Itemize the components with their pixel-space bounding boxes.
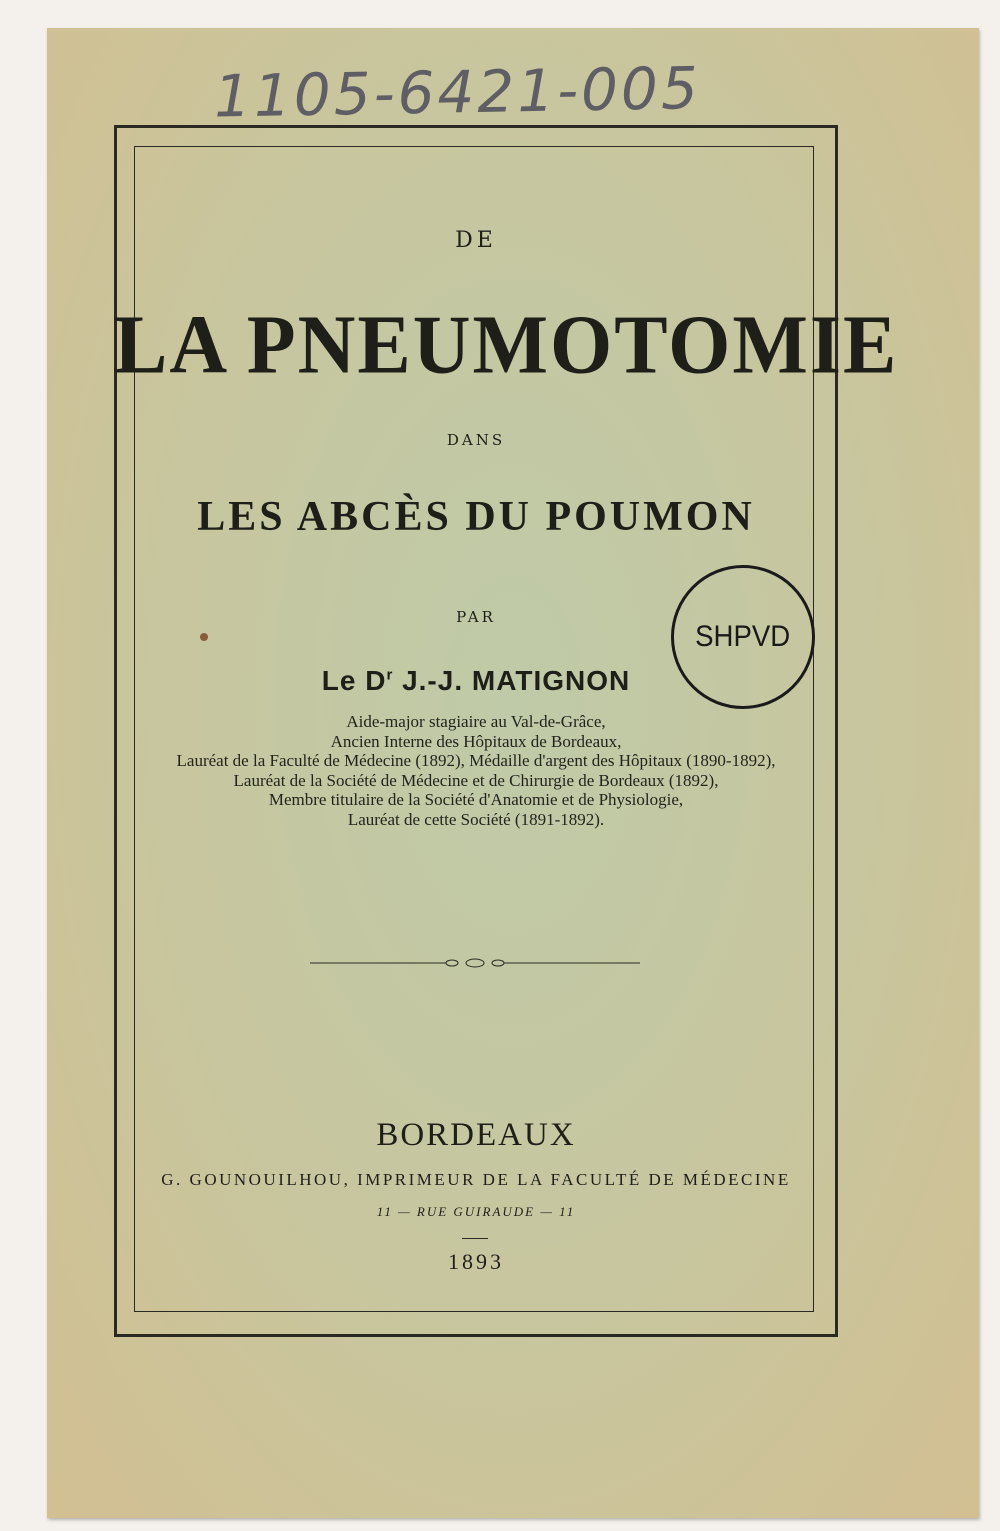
- author-credentials: [114, 712, 838, 829]
- author-surname: J.-J. MATIGNON: [393, 665, 631, 696]
- paper-stain-spot: [200, 633, 208, 641]
- book-title: LA PNEUMOTOMIE: [114, 298, 899, 392]
- credential-line: Lauréat de la Société de Médecine et de Chirurgie de Bordeaux (1892),: [233, 770, 719, 790]
- ornamental-divider: [310, 953, 640, 973]
- credential-line: Aide-major stagiaire au Val-de-Grâce,: [346, 712, 606, 731]
- by-line-label: PAR: [456, 608, 496, 626]
- author-prefix-superscript: r: [386, 666, 394, 684]
- handwritten-reference-number: 1105-6421-005: [213, 54, 702, 131]
- stamp-text: SHPVD: [695, 620, 791, 653]
- publication-city: BORDEAUX: [376, 1117, 576, 1153]
- credential-line: Lauréat de cette Société (1891-1892).: [347, 809, 605, 829]
- library-stamp: [671, 565, 815, 709]
- credential-line: Lauréat de la Faculté de Médecine (1892), Médaille d'argent des Hôpitaux (1890-1892),: [176, 751, 776, 770]
- book-subtitle: LES ABCÈS DU POUMON: [197, 494, 755, 540]
- year-rule: [462, 1238, 488, 1239]
- printer-name: G. GOUNOUILHOU, IMPRIMEUR DE LA FACULTÉ DE MÉDECINE: [161, 1170, 791, 1189]
- publication-year: 1893: [448, 1249, 504, 1274]
- credential-line: Ancien Interne des Hôpitaux de Bordeaux,: [330, 731, 622, 751]
- printer-address: 11 — RUE GUIRAUDE — 11: [376, 1204, 576, 1219]
- title-connector: DANS: [446, 431, 506, 449]
- credential-line: Membre titulaire de la Société d'Anatomie et de Physiologie,: [268, 790, 684, 809]
- author-prefix: Le D: [321, 665, 387, 696]
- title-prefix: DE: [455, 228, 497, 253]
